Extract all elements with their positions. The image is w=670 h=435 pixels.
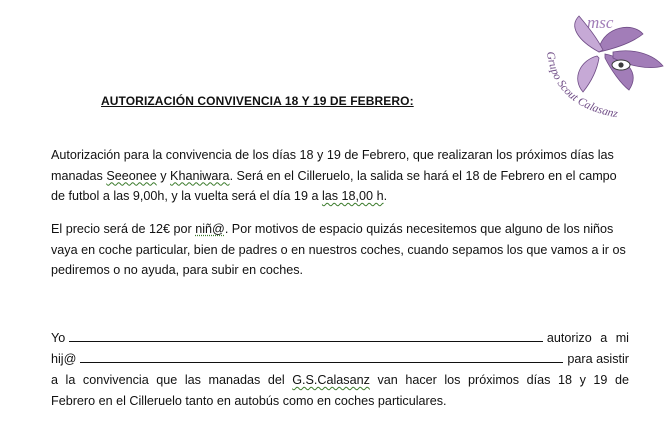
event-line-text-a: a la convivencia que las manadas del — [51, 373, 293, 387]
paragraph1-text-b: . Será en el Cilleruelo, la salida se hará el 18 de Febrero en el campo de futbol a las 9,00h, y la vuelta será el día 19 a — [51, 168, 617, 203]
return-time: las 18,00 h — [321, 189, 384, 203]
paragraph1-conjunction: y — [156, 168, 171, 183]
logo-mark: msc — [587, 13, 614, 32]
para-asistir-label: para asistir — [567, 352, 629, 366]
logo-pupil — [618, 62, 623, 67]
autorizo-label: autorizo a mi — [546, 331, 629, 345]
parent-name-blank[interactable] — [69, 331, 543, 342]
logo-petal-left — [578, 56, 599, 92]
authorization-child-line — [51, 349, 629, 370]
authorization-name-line — [51, 328, 629, 349]
pack-name-khaniwara: Khaniwara — [170, 168, 230, 183]
paragraph2-text-a: El precio será de 12€ por — [51, 222, 196, 236]
event-line-text-b: van hacer los próximos días 18 y 19 de — [369, 373, 629, 387]
paragraph-price — [51, 219, 626, 281]
paragraph1-text-a: Autorización para la convivencia de los días 18 y 19 de Febrero, que realizaran los próximos días las manadas — [51, 148, 614, 183]
group-name: G.S.Calasanz — [292, 373, 370, 387]
paragraph2-text-b: . Por motivos de espacio quizás necesitemos que alguno de los niños vaya en coche particular, bien de padres o en nuestros coches, cuando sepamos los que vamos a ir os pediremos o no ayuda, para subir en coches. — [51, 222, 626, 277]
authorization-closing-line: Febrero en el Cilleruelo tanto en autobús como en coches particulares. — [51, 394, 447, 408]
authorization-event-line — [51, 370, 629, 391]
scout-group-logo — [525, 8, 665, 128]
document-title: AUTORIZACIÓN CONVIVENCIA 18 Y 19 DE FEBRERO: — [101, 94, 414, 108]
paragraph-trip-details — [51, 145, 626, 207]
paragraph1-end: . — [383, 189, 388, 203]
child-label: hij@ — [51, 352, 77, 366]
child-word: niñ@ — [195, 222, 225, 236]
child-name-blank[interactable] — [80, 352, 563, 363]
pack-name-seeonee: Seeonee — [106, 168, 157, 183]
yo-label: Yo — [51, 331, 66, 345]
logo-caption: Grupo Scout Calasanz — [543, 50, 619, 121]
